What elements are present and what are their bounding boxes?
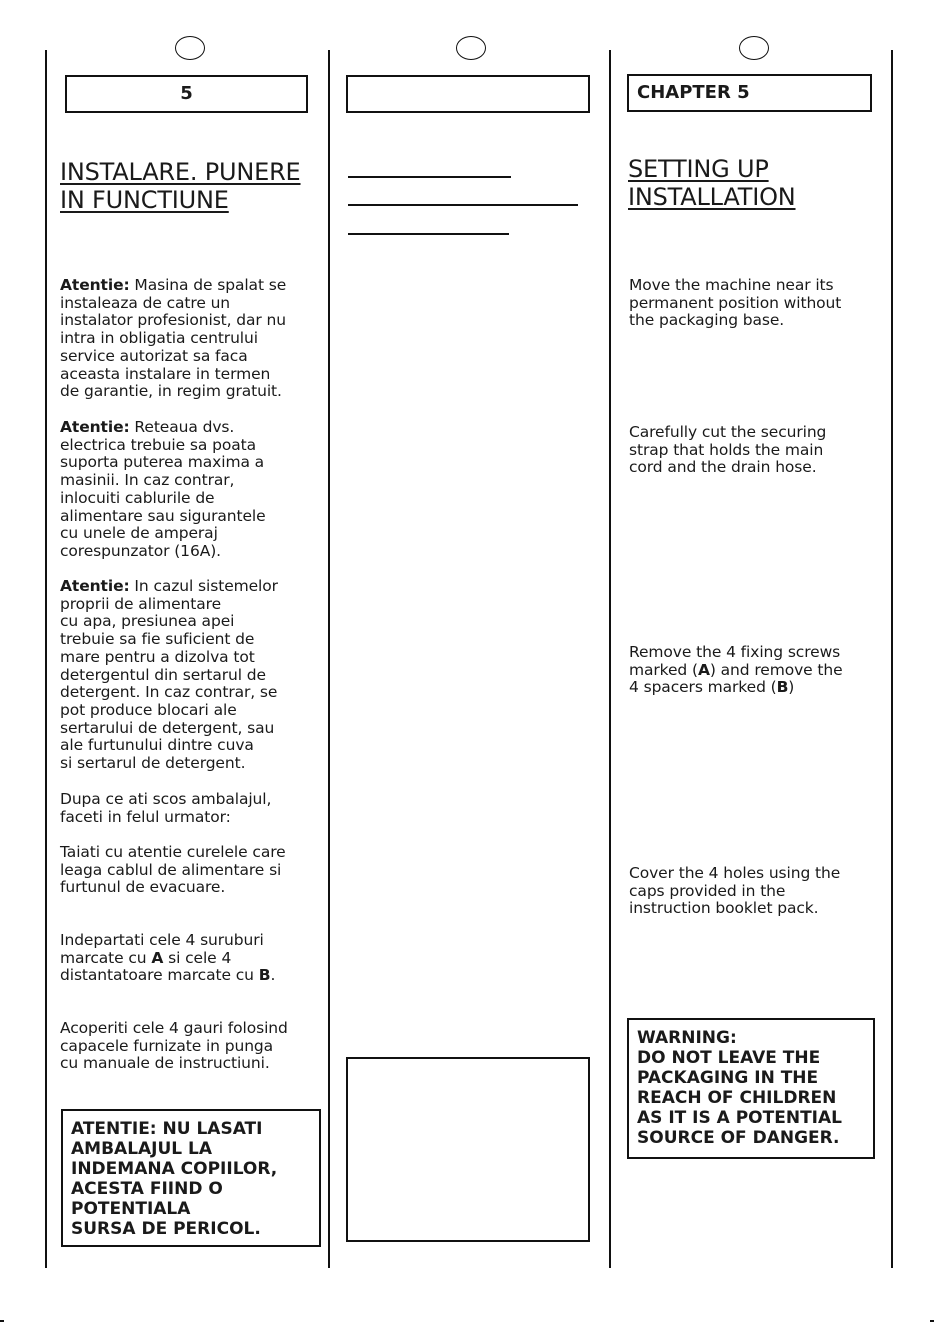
column-divider-right [891, 50, 893, 1268]
paragraph-text: Reteaua dvs. electrica trebuie sa poata suporta puterea maxima a masinii. In caz contrar, inlocuiti cablurile de alimentare sau sigurantele cu unele de amperaj corespunzator (16A). [60, 418, 266, 560]
language-circle-right [739, 36, 769, 60]
chapter-box-left [65, 75, 308, 113]
paragraph-text: Remove the 4 fixing screws marked ( [629, 643, 841, 679]
paragraph-right-remove-screws [629, 644, 887, 697]
paragraph-left-unpacking: Dupa ce ati scos ambalajul, faceti in felul urmator: [60, 790, 272, 826]
warning-box-left: ATENTIE: NU LASATI AMBALAJUL LA INDEMANA COPIILOR, ACESTA FIIND O POTENTIALA SURSA DE PERICOL. [61, 1109, 321, 1247]
marker-b: B [776, 678, 789, 697]
section-title-left-line1: INSTALARE. PUNERE [60, 158, 301, 186]
paragraph-left-remove-screws [60, 932, 322, 985]
title-underline-3 [348, 233, 509, 235]
marker-a: A [151, 948, 164, 967]
section-title-right-line2: INSTALLATION [628, 183, 796, 211]
paragraph-text: ) and remove the 4 spacers marked ( [629, 660, 843, 697]
paragraph-text: ) [788, 678, 795, 697]
warning-box-right: WARNING: DO NOT LEAVE THE PACKAGING IN THE REACH OF CHILDREN AS IT IS A POTENTIAL SOURCE OF DANGER. [627, 1018, 875, 1159]
attention-label: Atentie: [60, 418, 130, 436]
chapter-box-right [627, 74, 872, 112]
section-title-right [628, 155, 878, 211]
chapter-label-right: CHAPTER 5 [637, 82, 750, 103]
section-title-right-line1: SETTING UP [628, 155, 769, 183]
warning-box-middle [346, 1057, 590, 1242]
marker-b: B [258, 966, 271, 985]
paragraph-text: si cele 4 distantatoare marcate cu [60, 948, 254, 985]
paragraph-text: Indepartati cele 4 suruburi marcate cu [60, 931, 264, 967]
paragraph-left-cut-straps: Taiati cu atentie curelele care leaga cablul de alimentare si furtunul de evacuare. [60, 843, 286, 897]
language-circle-middle [456, 36, 486, 60]
crop-mark-bottom-right [930, 1320, 934, 1322]
paragraph-text: . [270, 966, 276, 985]
marker-a: A [697, 660, 710, 679]
paragraph-right-cover-holes: Cover the 4 holes using the caps provided in the instruction booklet pack. [629, 864, 841, 918]
attention-label: Atentie: [60, 276, 130, 294]
paragraph-right-cut-strap: Carefully cut the securing strap that holds the main cord and the drain hose. [629, 423, 827, 477]
title-underline-1 [348, 176, 511, 178]
section-title-left-line2: IN FUNCTIUNE [60, 186, 229, 214]
chapter-label-left: 5 [180, 83, 193, 104]
section-title-left [60, 158, 320, 214]
column-divider-left [45, 50, 47, 1268]
paragraph-left-attention-3 [60, 578, 322, 773]
paragraph-right-move-machine: Move the machine near its permanent position without the packaging base. [629, 276, 842, 330]
language-circle-left [175, 36, 205, 60]
column-divider-center-right [609, 50, 611, 1268]
paragraph-left-cover-holes: Acoperiti cele 4 gauri folosind capacele furnizate in punga cu manuale de instructiuni. [60, 1019, 288, 1073]
chapter-box-middle [346, 75, 590, 113]
crop-mark-bottom-left [0, 1320, 4, 1322]
attention-label: Atentie: [60, 577, 130, 595]
paragraph-text: Masina de spalat se instaleaza de catre un instalator profesionist, dar nu intra in obligatia centrului service autorizat sa faca aceasta instalare in termen de garantie, in regim gratuit. [60, 276, 287, 401]
paragraph-left-attention-1 [60, 277, 322, 401]
paragraph-left-attention-2 [60, 419, 322, 561]
column-divider-center-left [328, 50, 330, 1268]
paragraph-text: In cazul sistemelor proprii de alimentare cu apa, presiunea apei trebuie sa fie suficient de mare pentru a dizolva tot detergentul din sertarul de detergent. In caz contrar, se pot produce blocari ale sertarului de detergent, sau ale furtunului dintre cuva si sertarul de detergent. [60, 577, 278, 773]
title-underline-2 [348, 204, 578, 206]
